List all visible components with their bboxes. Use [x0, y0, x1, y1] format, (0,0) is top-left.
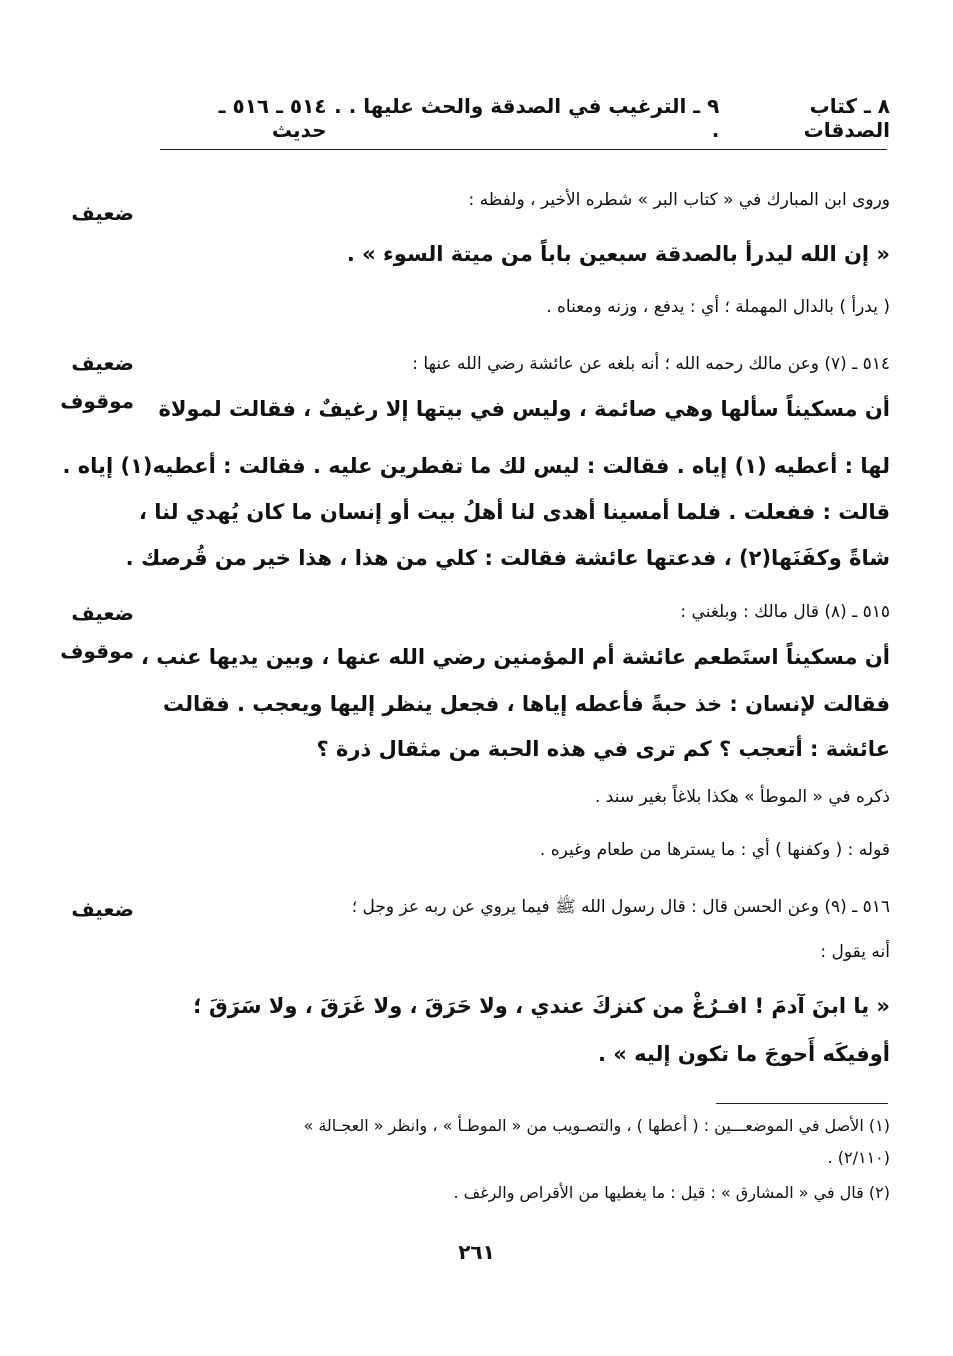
- hadith-line: عائشة : أتعجب ؟ كم ترى في هذه الحبة من مثقال ذرة ؟: [316, 737, 890, 761]
- text-line: أنه يقول :: [820, 942, 890, 962]
- footnote: (١) الأصل في الموضعـــين : ( أعطها ) ، والتصـويب من « الموطـأ » ، وانظر « العجـالة »: [303, 1116, 890, 1135]
- hadith-line: أن مسكيناً سألها وهي صائمة ، وليس في بيتها إلا رغيفٌ ، فقالت لمولاة: [158, 397, 890, 421]
- hadith-line: قالت : ففعلت . فلما أمسينا أهدى لنا أهلُ بيت أو إنسان ما كان يُهدي لنا ،: [138, 500, 890, 524]
- hadith-line: لها : أعطيه (١) إياه . فقالت : ليس لك ما تفطرين عليه . فقالت : أعطيه(١) إياه .: [62, 454, 890, 478]
- grade-label: ضعيف: [71, 897, 134, 921]
- footnote-rule: [716, 1103, 888, 1104]
- page-number: ٢٦١: [458, 1240, 495, 1264]
- hadith-line: شاةً وكفَنَها(٢) ، فدعتها عائشة فقالت : كلي من هذا ، هذا خير من قُرصك .: [125, 546, 890, 570]
- running-header: [160, 94, 890, 142]
- header-chapter: ٨ ـ كتاب الصدقات: [803, 94, 890, 142]
- footnote: (٢/١١٠) .: [827, 1148, 890, 1167]
- grade-label: ضعيف موقوف: [60, 601, 134, 663]
- text-line: قوله : ( وكفنها ) أي : ما يسترها من طعام وغيره .: [539, 840, 890, 860]
- hadith-heading: ٥١٦ ـ (٩) وعن الحسن قال : قال رسول الله ﷺ فيما يروي عن ربه عز وجل ؛: [351, 897, 890, 917]
- hadith-line: فقالت لإنسان : خذ حبةً فأعطه إياها ، فجعل ينظر إليها ويعجب . فقالت: [162, 692, 890, 716]
- grade-label: ضعيف: [71, 201, 134, 225]
- grade-label: ضعيف موقوف: [60, 351, 134, 413]
- text-line: ذكره في « الموطأ » هكذا بلاغاً بغير سند .: [595, 787, 890, 807]
- text-line: ( يدرأ ) بالدال المهملة ؛ أي : يدفع ، وزنه ومعناه .: [546, 297, 890, 317]
- hadith-heading: ٥١٤ ـ (٧) وعن مالك رحمه الله ؛ أنه بلغه عن عائشة رضي الله عنها :: [412, 354, 890, 374]
- hadith-line: أوفيكَه أَحوجَ ما تكون إليه » .: [597, 1042, 890, 1066]
- text-line: وروى ابن المبارك في « كتاب البر » شطره الأخير ، ولفظه :: [468, 190, 890, 210]
- footnote: (٢) قال في « المشارق » : قيل : ما يغطيها من الأقراص والرغف .: [453, 1183, 890, 1202]
- hadith-line: « إن الله ليدرأ بالصدقة سبعين باباً من ميتة السوء » .: [346, 242, 890, 266]
- header-rule: [160, 149, 887, 150]
- hadith-line: « يا ابنَ آدمَ ! افـرُغْ من كنزكَ عندي ، ولا حَرَقَ ، ولا غَرَقَ ، ولا سَرَقَ ؛: [193, 994, 890, 1018]
- hadith-heading: ٥١٥ ـ (٨) قال مالك : وبلغني :: [680, 602, 890, 622]
- hadith-line: أن مسكيناً استَطعم عائشة أم المؤمنين رضي الله عنها ، وبين يديها عنب ،: [140, 645, 890, 669]
- header-section: ٩ ـ الترغيب في الصدقة والحث عليها . . .: [334, 94, 720, 142]
- header-hadith-range: ٥١٤ ـ ٥١٦ ـ حديث: [218, 94, 327, 142]
